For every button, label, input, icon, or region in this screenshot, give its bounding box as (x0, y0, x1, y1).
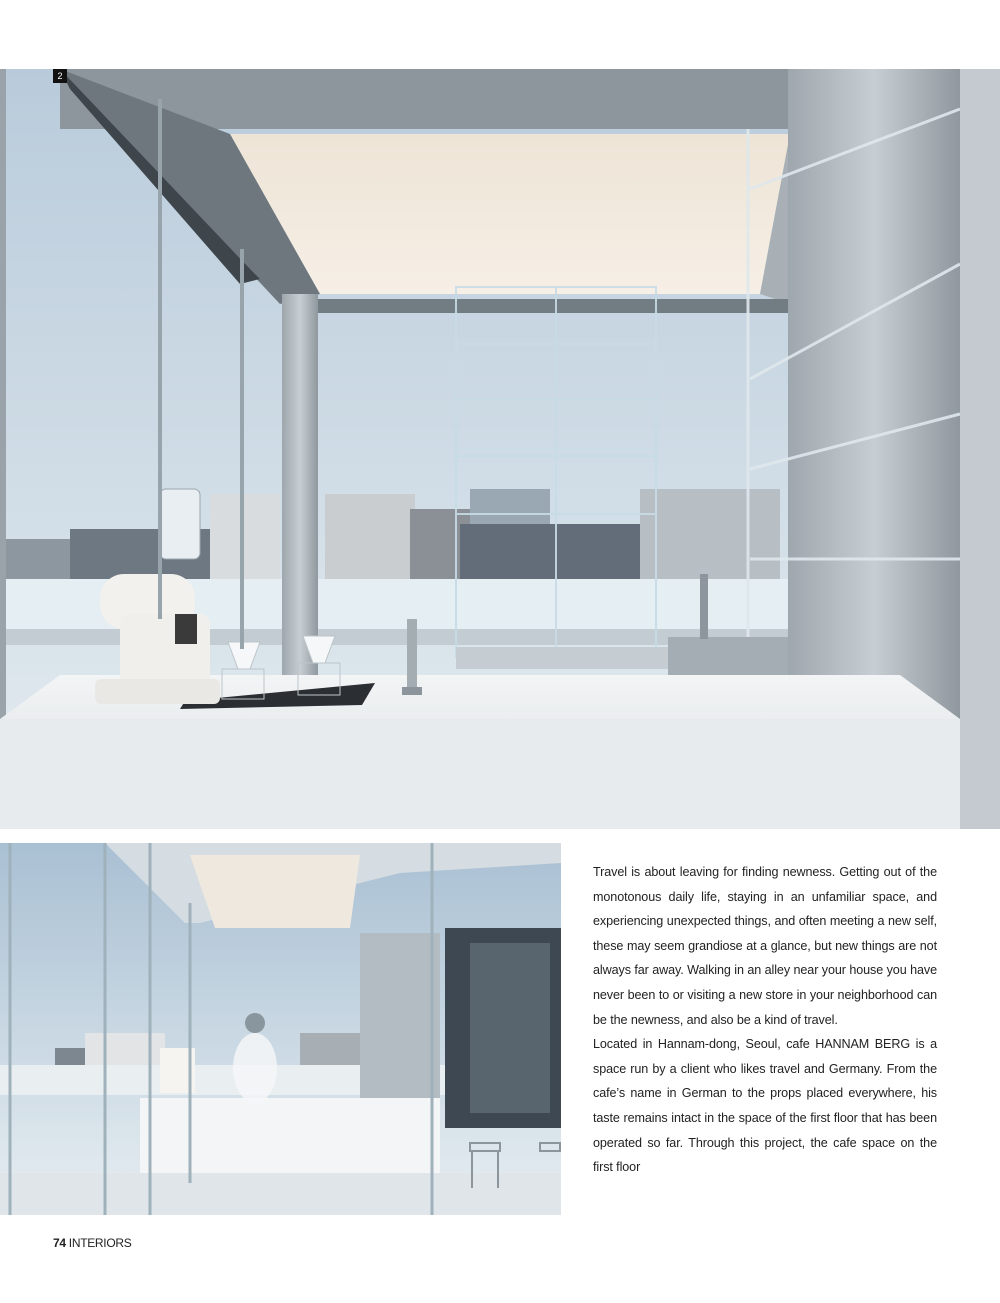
magazine-name: INTERIORS (68, 1236, 132, 1250)
page-number: 74 (53, 1236, 66, 1250)
article-body (593, 860, 937, 1180)
article-paragraph: Travel is about leaving for finding newness. Getting out of the monotonous daily life, staying in an unfamiliar space, and experiencing unexpected things, and often meeting a new self, these may seem grandiose at a glance, but new things are not always far away. Walking in an alley near your house you have never been to or visiting a new store in your neighborhood can be the newness, and also be a kind of travel. (593, 865, 937, 1027)
page-footer (53, 1236, 131, 1250)
article-paragraph: Located in Hannam-dong, Seoul, cafe HANNAM BERG is a space run by a client who likes travel and Germany. From the cafe’s name in German to the props placed everywhere, his taste remains intact in the space of the first floor that has been operated so far. Through this project, the cafe space on the first floor (593, 1037, 937, 1175)
photo-number-badge: 2 (53, 69, 67, 83)
photo-bottom (0, 843, 561, 1215)
interior-photo-counter (0, 69, 1000, 829)
photo-top (0, 69, 1000, 829)
interior-photo-exterior (0, 843, 561, 1215)
